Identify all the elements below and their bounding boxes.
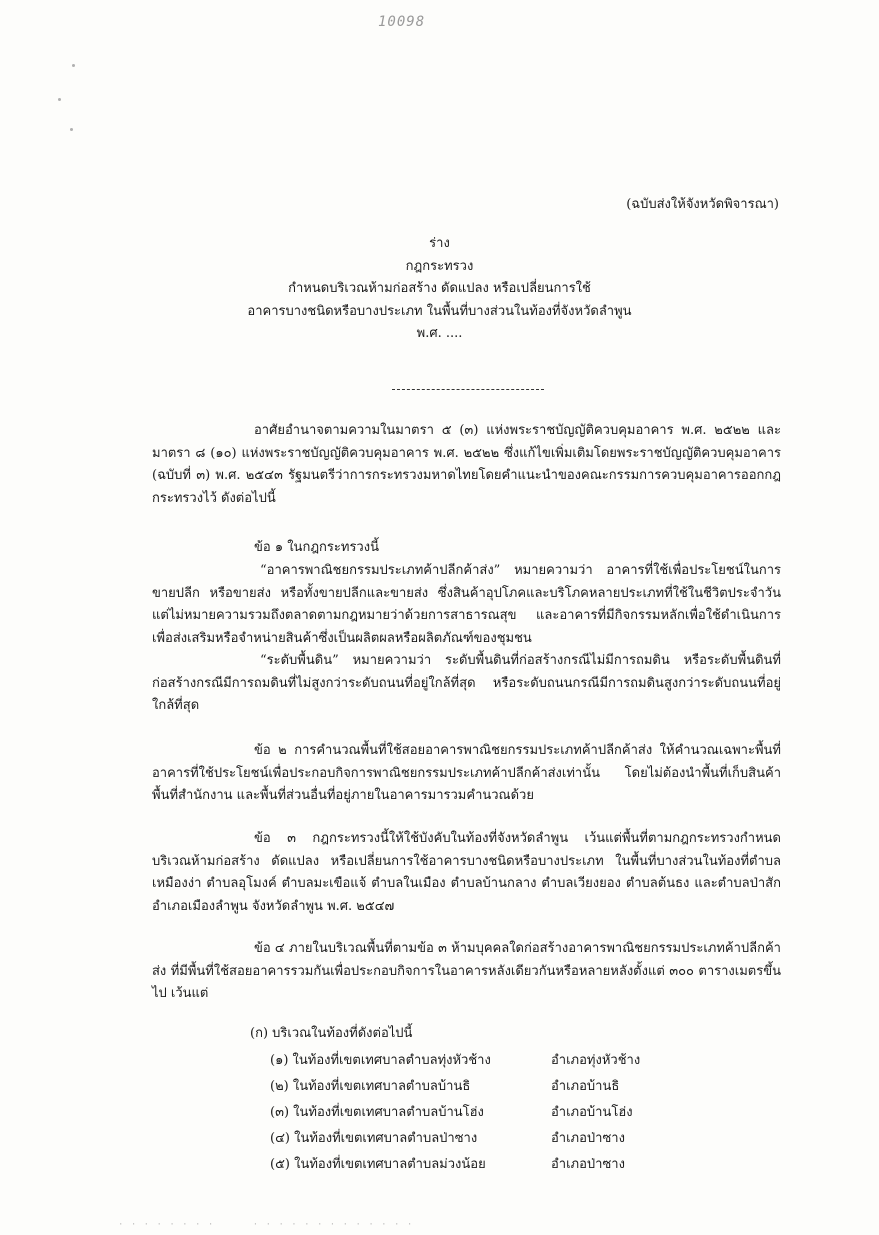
list-item xyxy=(270,1098,690,1124)
draft-label: ร่าง xyxy=(429,236,450,251)
scan-artifact: · · · · · · · · · · · · · · · · · · · · · xyxy=(118,1220,414,1230)
regulation-title-line-1: กำหนดบริเวณห้ามก่อสร้าง ดัดแปลง หรือเปลี่ยนการใช้ xyxy=(288,281,591,296)
list-item xyxy=(270,1124,690,1150)
area-zone: (๒) ในท้องที่เขตเทศบาลตำบลบ้านธิ xyxy=(270,1078,471,1094)
area-district: อำเภอทุ่งหัวช้าง xyxy=(551,1052,641,1068)
handwritten-note: 10098 xyxy=(378,14,426,30)
area-district: อำเภอบ้านโฮ่ง xyxy=(551,1104,633,1120)
scan-speck xyxy=(58,98,61,101)
clause-1-heading: ข้อ ๑ ในกฎกระทรวงนี้ xyxy=(254,540,379,555)
regulation-type: กฎกระทรวง xyxy=(405,258,474,274)
list-item xyxy=(270,1046,690,1072)
area-list xyxy=(270,1046,690,1176)
subsection-heading: (ก) บริเวณในท้องที่ดังต่อไปนี้ xyxy=(250,1026,413,1041)
clause-3: ข้อ ๓ กฎกระทรวงนี้ให้ใช้บังคับในท้องที่จังหวัดลำพูน เว้นแต่พื้นที่ตามกฎกระทรวงกำหนดบริเวณห้ามก่อสร้าง ดัดแปลง หรือเปลี่ยนการใช้อาคารบางชนิดหรือบางประเภท ในพื้นที่บางส่วนในท้องที่ตำบลเหมืองง่า ตำบลอุโมงค์ ตำบลมะเขือแจ้ ตำบลในเมือง ตำบลบ้านกลาง ตำบลเวียงยอง ตำบลต้นธง และตำบลป่าสัก อำเภอเมืองลำพูน จังหวัดลำพูน พ.ศ. ๒๕๔๗ xyxy=(152,831,781,914)
area-zone: (๕) ในท้องที่เขตเทศบาลตำบลม่วงน้อย xyxy=(270,1156,486,1172)
document-header xyxy=(0,233,879,346)
area-zone: (๑) ในท้องที่เขตเทศบาลตำบลทุ่งหัวช้าง xyxy=(270,1052,491,1068)
list-item xyxy=(270,1150,690,1176)
clause-4: ข้อ ๔ ภายในบริเวณพื้นที่ตามข้อ ๓ ห้ามบุคคลใดก่อสร้างอาคารพาณิชยกรรมประเภทค้าปลีกค้าส่ง ที่มีพื้นที่ใช้สอยอาคารรวมกันเพื่อประกอบกิจการในอาคารหลังเดียวกันหรือหลายหลังตั้งแต่ ๓๐๐ ตารางเมตรขึ้นไป เว้นแต่ xyxy=(152,941,781,1001)
preamble: อาศัยอำนาจตามความในมาตรา ๕ (๓) แห่งพระราชบัญญัติควบคุมอาคาร พ.ศ. ๒๕๒๒ และมาตรา ๘ (๑๐) แห่งพระราชบัญญัติควบคุมอาคาร พ.ศ. ๒๕๒๒ ซึ่งแก้ไขเพิ่มเติมโดยพระราชบัญญัติควบคุมอาคาร (ฉบับที่ ๓) พ.ศ. ๒๕๔๓ รัฐมนตรีว่าการกระทรวงมหาดไทยโดยคำแนะนำของคณะกรรมการควบคุมอาคารออกกฎกระทรวงไว้ ดังต่อไปนี้ xyxy=(152,423,781,506)
area-zone: (๓) ในท้องที่เขตเทศบาลตำบลบ้านโฮ่ง xyxy=(270,1104,484,1120)
clause-2: ข้อ ๒ การคำนวณพื้นที่ใช้สอยอาคารพาณิชยกรรมประเภทค้าปลีกค้าส่ง ให้คำนวณเฉพาะพื้นที่อาคารที่ใช้ประโยชน์เพื่อประกอบกิจการพาณิชยกรรมประเภทค้าปลีกค้าส่งเท่านั้น โดยไม่ต้องนำพื้นที่เก็บสินค้า พื้นที่สำนักงาน และพื้นที่ส่วนอื่นที่อยู่ภายในอาคารมารวมคำนวณด้วย xyxy=(152,743,781,803)
scan-speck xyxy=(70,128,73,131)
list-item xyxy=(270,1072,690,1098)
header-divider xyxy=(392,389,544,390)
clause-1-definition-retail-building: “อาคารพาณิชยกรรมประเภทค้าปลีกค้าส่ง” หมายความว่า อาคารที่ใช้เพื่อประโยชน์ในการขายปลีก หรือขายส่ง หรือทั้งขายปลีกและขายส่ง ซึ่งสินค้าอุปโภคและบริโภคหลายประเภทที่ใช้ในชีวิตประจำวัน แต่ไม่หมายความรวมถึงตลาดตามกฎหมายว่าด้วยการสาธารณสุข และอาคารที่มีกิจกรรมหลักเพื่อใช้ดำเนินการเพื่อส่งเสริมหรือจำหน่ายสินค้าซึ่งเป็นผลิตผลหรือผลิตภัณฑ์ของชุมชน xyxy=(152,563,781,646)
area-district: อำเภอบ้านธิ xyxy=(551,1078,620,1094)
regulation-year: พ.ศ. .... xyxy=(416,326,463,341)
regulation-title-line-2: อาคารบางชนิดหรือบางประเภท ในพื้นที่บางส่วนในท้องที่จังหวัดลำพูน xyxy=(247,303,632,319)
area-zone: (๔) ในท้องที่เขตเทศบาลตำบลป่าซาง xyxy=(270,1130,478,1146)
scan-speck xyxy=(72,64,75,67)
area-district: อำเภอป่าซาง xyxy=(551,1130,625,1146)
area-district: อำเภอป่าซาง xyxy=(551,1156,625,1172)
circulation-note: (ฉบับส่งให้จังหวัดพิจารณา) xyxy=(626,197,779,212)
clause-1-definition-ground-level: “ระดับพื้นดิน” หมายความว่า ระดับพื้นดินที่ก่อสร้างกรณีไม่มีการถมดิน หรือระดับพื้นดินที่ก่อสร้างกรณีมีการถมดินที่ไม่สูงกว่าระดับถนนที่อยู่ใกล้ที่สุด หรือระดับถนนกรณีมีการถมดินสูงกว่าระดับถนนที่อยู่ใกล้ที่สุด xyxy=(152,653,781,713)
